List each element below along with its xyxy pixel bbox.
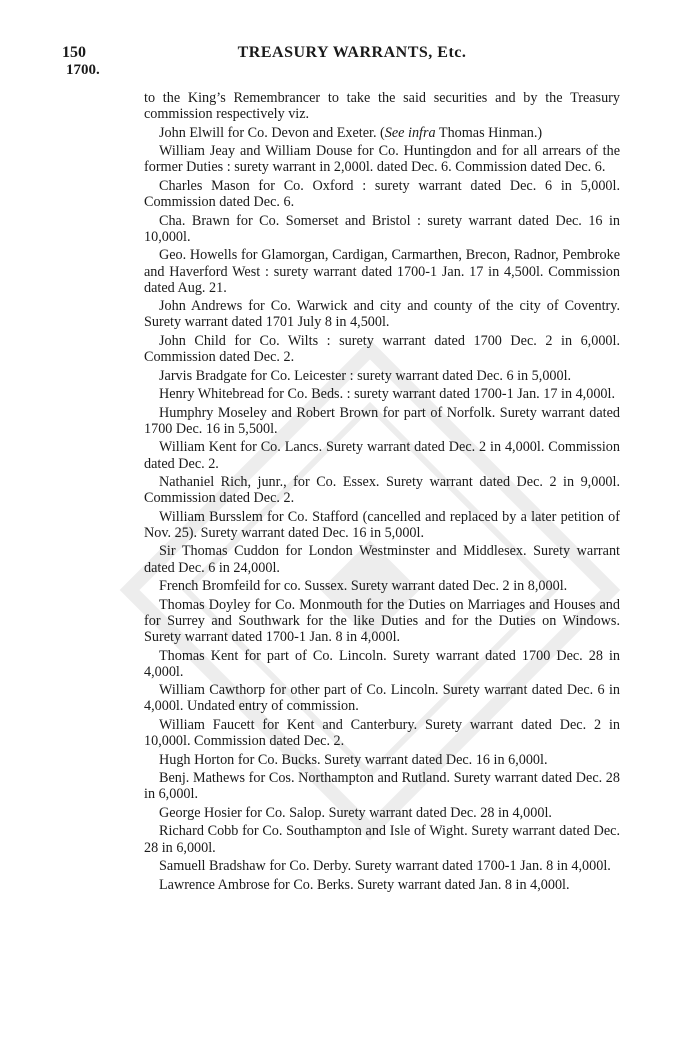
warrant-entry: Sir Thomas Cuddon for London Westminster and Middlesex. Surety warrant dated Dec. 6 in 24,000l. bbox=[144, 543, 620, 576]
warrant-entry: Geo. Howells for Glamorgan, Cardigan, Carmarthen, Brecon, Radnor, Pembroke and Haverford West : surety warrant dated 1700-1 Jan. 17 in 4,500l. Commission dated Aug. 21. bbox=[144, 247, 620, 296]
warrant-entry: William Kent for Co. Lancs. Surety warrant dated Dec. 2 in 4,000l. Commission dated Dec. 2. bbox=[144, 439, 620, 472]
warrant-entry: Jarvis Bradgate for Co. Leicester : surety warrant dated Dec. 6 in 5,000l. bbox=[159, 367, 572, 384]
entry-italic-text: See infra bbox=[384, 124, 436, 141]
warrant-entry: Humphry Moseley and Robert Brown for part of Norfolk. Surety warrant dated 1700 Dec. 16 in 5,500l. bbox=[144, 404, 620, 437]
warrant-entry: Cha. Brawn for Co. Somerset and Bristol : surety warrant dated Dec. 16 in 10,000l. bbox=[144, 212, 620, 245]
warrant-entry: Samuell Bradshaw for Co. Derby. Surety warrant dated 1700-1 Jan. 8 in 4,000l. bbox=[159, 858, 611, 875]
warrant-entry: William Faucett for Kent and Canterbury. Surety warrant dated Dec. 2 in 10,000l. Commission dated Dec. 2. bbox=[144, 716, 620, 750]
warrant-entry: Hugh Horton for Co. Bucks. Surety warrant dated Dec. 16 in 6,000l. bbox=[159, 751, 548, 768]
warrant-entry: John Andrews for Co. Warwick and city and county of the city of Coventry. Surety warrant dated 1701 July 8 in 4,500l. bbox=[144, 298, 620, 331]
margin-year: 1700. bbox=[66, 62, 100, 78]
page-number: 150 bbox=[62, 44, 86, 61]
warrant-entry: Henry Whitebread for Co. Beds. : surety warrant dated 1700-1 Jan. 17 in 4,000l. bbox=[159, 386, 615, 403]
document-body bbox=[144, 90, 620, 895]
warrant-entry: to the King’s Remembrancer to take the said securities and by the Treasury commission respectively viz. bbox=[144, 90, 620, 123]
warrant-entry: Richard Cobb for Co. Southampton and Isle of Wight. Surety warrant dated Dec. 28 in 6,000l. bbox=[144, 823, 620, 856]
warrant-entry: William Jeay and William Douse for Co. Huntingdon and for all arrears of the former Duties : surety warrant in 2,000l. dated Dec. 6. Commission dated Dec. 6. bbox=[144, 143, 620, 176]
warrant-entry: William Bursslem for Co. Stafford (cancelled and replaced by a later petition of Nov. 25). Surety warrant dated Dec. 16 in 5,000l. bbox=[144, 508, 620, 541]
warrant-entry: William Cawthorp for other part of Co. Lincoln. Surety warrant dated Dec. 6 in 4,000l. Undated entry of commission. bbox=[144, 682, 620, 715]
warrant-entry: Lawrence Ambrose for Co. Berks. Surety warrant dated Jan. 8 in 4,000l. bbox=[159, 876, 570, 893]
warrant-entry: George Hosier for Co. Salop. Surety warrant dated Dec. 28 in 4,000l. bbox=[159, 804, 552, 821]
running-title: TREASURY WARRANTS, Etc. bbox=[237, 44, 467, 61]
warrant-entry: Charles Mason for Co. Oxford : surety warrant dated Dec. 6 in 5,000l. Commission dated Dec. 6. bbox=[144, 177, 620, 211]
warrant-entry: Benj. Mathews for Cos. Northampton and Rutland. Surety warrant dated Dec. 28 in 6,000l. bbox=[144, 770, 620, 803]
entry-text: Thomas Hinman.) bbox=[435, 124, 543, 141]
warrant-entry: Nathaniel Rich, junr., for Co. Essex. Surety warrant dated Dec. 2 in 9,000l. Commission dated Dec. 2. bbox=[144, 474, 620, 507]
entry-text: John Elwill for Co. Devon and Exeter. ( bbox=[159, 124, 385, 141]
warrant-entry: Thomas Doyley for Co. Monmouth for the Duties on Marriages and Houses and for Surrey and Southwark for the like Duties and for the Duties on Windows. Surety warrant dated 1700-1 Jan. 8 in 4,000l. bbox=[144, 596, 620, 646]
warrant-entry: John Child for Co. Wilts : surety warrant dated 1700 Dec. 2 in 6,000l. Commission dated Dec. 2. bbox=[144, 332, 620, 366]
warrant-entry bbox=[144, 125, 620, 141]
warrant-entry: French Bromfeild for co. Sussex. Surety warrant dated Dec. 2 in 8,000l. bbox=[159, 578, 568, 595]
warrant-entry: Thomas Kent for part of Co. Lincoln. Surety warrant dated 1700 Dec. 28 in 4,000l. bbox=[144, 647, 620, 680]
